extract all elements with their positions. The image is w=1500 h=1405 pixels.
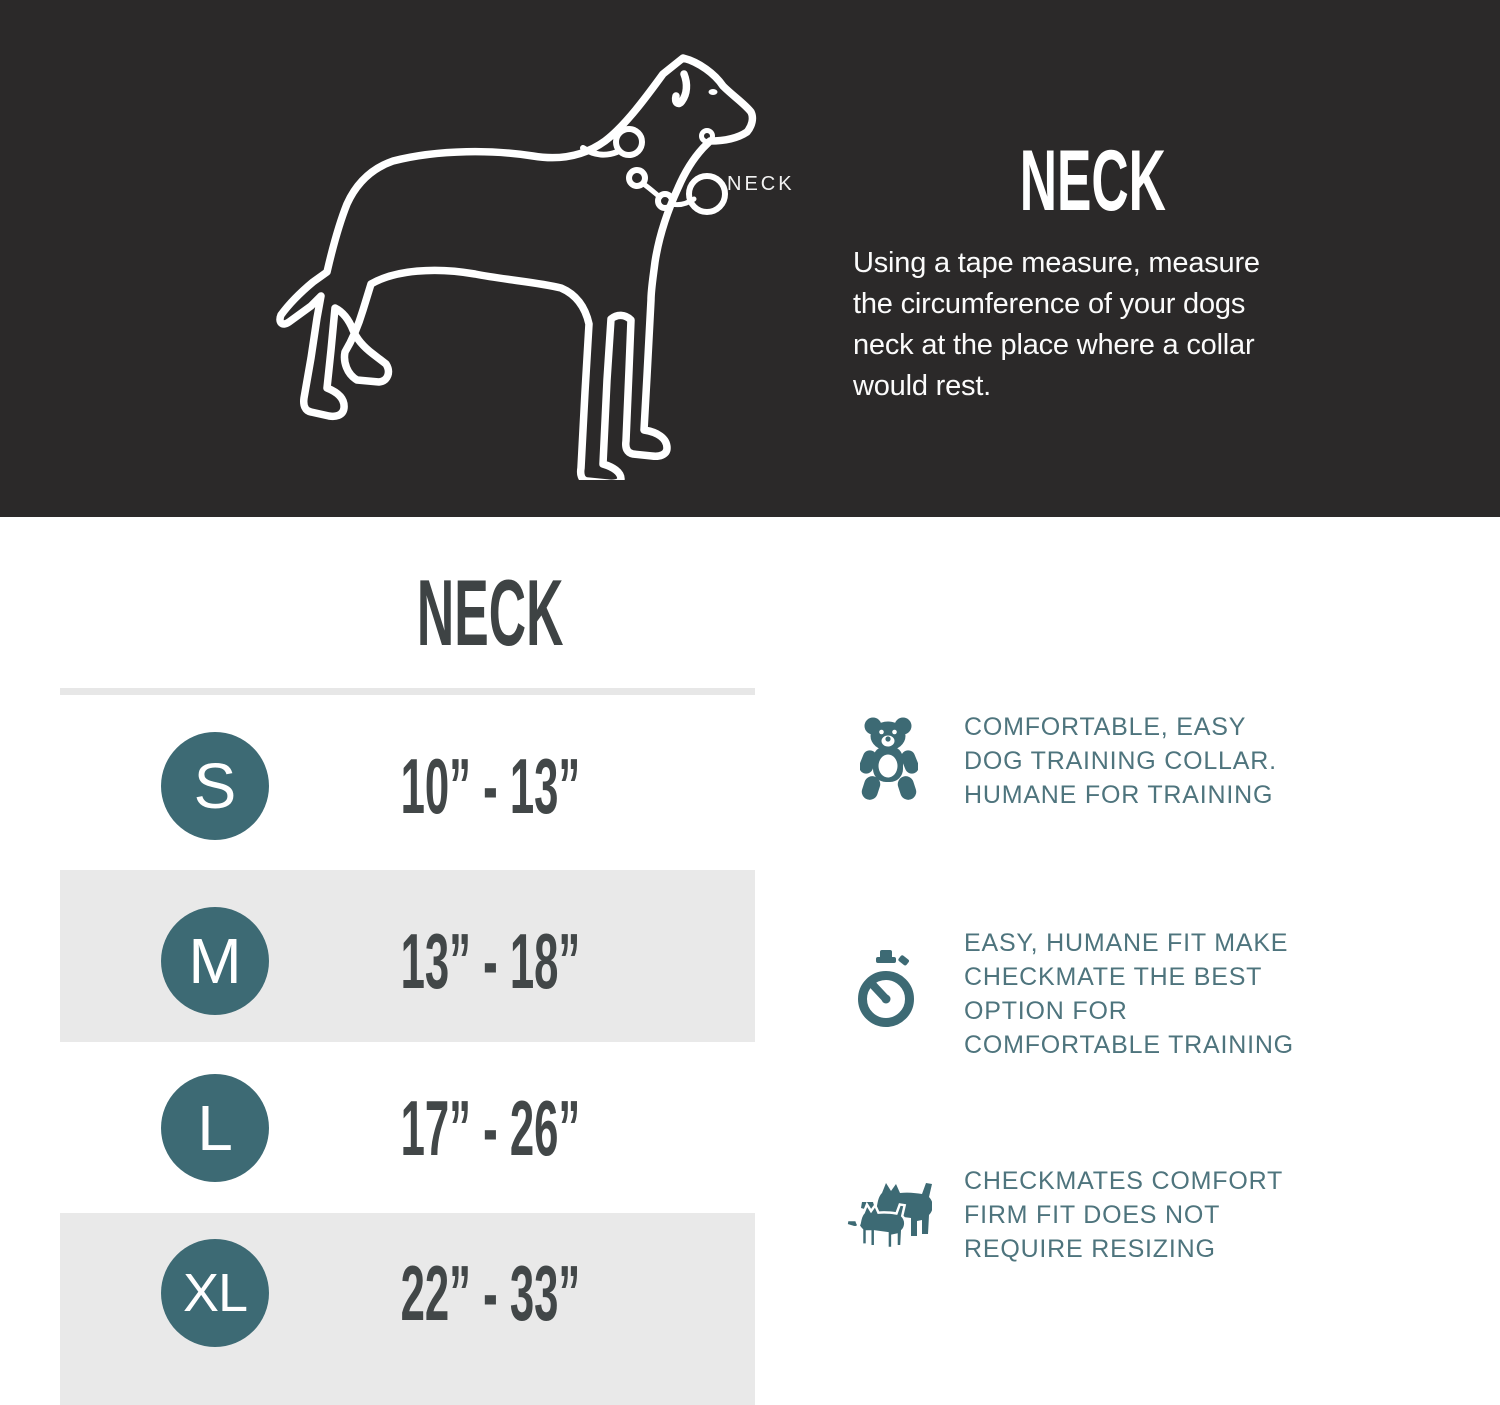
stopwatch-icon [858, 950, 916, 1032]
panel-title: NECK [1019, 133, 1167, 229]
dog-eye [709, 89, 718, 95]
size-badge-l [161, 1074, 269, 1182]
teddy-bear-icon [860, 714, 918, 802]
feature-line: REQUIRE RESIZING [964, 1235, 1216, 1263]
panel-description-line: Using a tape measure, measure [853, 247, 1260, 279]
feature-text-fit [964, 926, 1384, 1062]
feature-line: COMFORTABLE, EASY [964, 713, 1247, 741]
panel-description-line: neck at the place where a collar [853, 329, 1255, 361]
feature-line: FIRM FIT DOES NOT [964, 1201, 1221, 1229]
collar-ring-large [689, 176, 725, 212]
feature-line: HUMANE FOR TRAINING [964, 781, 1274, 809]
dogs-icon [844, 1178, 932, 1256]
feature-text-comfort [964, 710, 1384, 812]
size-table-header: NECK [416, 560, 564, 665]
feature-line: CHECKMATES COMFORT [964, 1167, 1284, 1195]
collar-tag-small-1 [629, 170, 645, 186]
table-divider [60, 688, 755, 695]
feature-text-resizing [964, 1164, 1384, 1266]
size-badge-s [161, 732, 269, 840]
dog-ear-line [676, 74, 687, 103]
size-letter: M [188, 925, 242, 997]
size-range-s: 10” - 13” [400, 742, 580, 830]
dog-body-outline [280, 58, 752, 480]
feature-line: DOG TRAINING COLLAR. [964, 747, 1277, 775]
feature-line: EASY, HUMANE FIT MAKE [964, 929, 1289, 957]
feature-line: OPTION FOR [964, 997, 1128, 1025]
collar-strap [583, 148, 617, 155]
feature-line: CHECKMATE THE BEST [964, 963, 1263, 991]
size-range-m: 13” - 18” [400, 917, 580, 1005]
panel-description [853, 243, 1323, 407]
measure-panel [0, 0, 1500, 517]
size-range-l: 17” - 26” [400, 1084, 580, 1172]
size-letter: XL [182, 1263, 248, 1323]
size-letter: S [193, 750, 237, 822]
collar-ring-1 [616, 129, 642, 155]
size-badge-xl [161, 1239, 269, 1347]
size-range-xl: 22” - 33” [400, 1249, 580, 1337]
dog-neck-label: NECK [727, 173, 795, 195]
dog-outline-illustration [255, 40, 825, 480]
size-letter: L [197, 1092, 233, 1164]
feature-line: COMFORTABLE TRAINING [964, 1031, 1294, 1059]
size-badge-m [161, 907, 269, 1015]
dog-mouth-detail [702, 131, 713, 142]
panel-description-line: the circumference of your dogs [853, 288, 1246, 320]
panel-description-line: would rest. [853, 370, 992, 402]
